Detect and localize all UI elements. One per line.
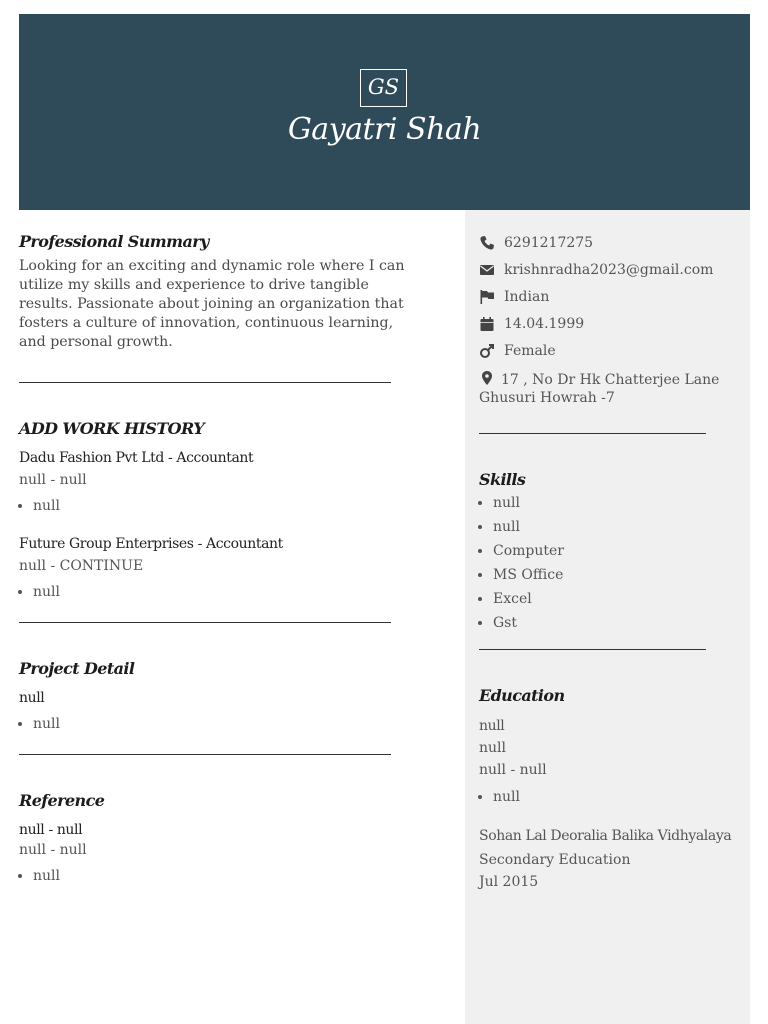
job-entry [19,450,414,514]
reference-title: Reference [19,791,105,810]
education-bullet: • null [493,789,739,805]
summary-section [19,232,414,352]
reference-bullet: • null [33,868,414,884]
skill-item: • null [493,495,739,511]
divider [479,433,706,434]
education-entry [479,827,739,893]
gender: Female [504,343,556,359]
skill-item: • Excel [493,591,739,607]
envelope-icon [479,262,495,278]
reference-section [19,791,414,884]
education-school: Sohan Lal Deoralia Balika Vidhyalaya [479,828,732,844]
date-of-birth: 14.04.1999 [504,316,585,332]
education-section [479,686,739,893]
skill-item: • null [493,519,739,535]
project-title: Project Detail [19,659,135,678]
contact-address [479,369,739,407]
job-bullets [19,498,414,514]
contact-gender [479,342,739,360]
reference-name: null - null [19,822,83,838]
education-dates: null - null [479,762,547,778]
education-degree: Secondary Education [479,852,631,868]
project-bullets [19,716,414,732]
job-title: Dadu Fashion Pvt Ltd - Accountant [19,450,254,466]
work-section [19,419,414,600]
work-title: ADD WORK HISTORY [19,419,205,438]
skill-item: • Gst [493,615,739,631]
reference-detail: null - null [19,842,87,858]
reference-bullets [19,868,414,884]
phone-icon [479,235,495,251]
summary-title: Professional Summary [19,232,209,251]
skills-section [479,470,739,631]
divider [479,649,706,650]
project-bullet: • null [33,716,414,732]
job-bullet: • null [33,584,414,600]
location-pin-icon [479,370,495,386]
calendar-icon [479,316,495,332]
skill-item: • MS Office [493,567,739,583]
gender-icon [479,343,495,359]
email-address: krishnradha2023@gmail.com [504,262,714,278]
education-dates: Jul 2015 [479,874,539,890]
flag-icon [479,289,495,305]
main-column [19,232,414,884]
job-dates: null - CONTINUE [19,558,144,574]
candidate-name: Gayatri Shah [287,112,482,147]
contact-phone [479,234,739,252]
contact-nationality [479,288,739,306]
job-title: Future Group Enterprises - Accountant [19,536,283,552]
project-section [19,659,414,732]
nationality: Indian [504,289,550,305]
job-dates: null - null [19,472,87,488]
divider [19,754,391,755]
side-column [479,234,739,893]
monogram: GS [360,69,407,107]
education-bullets [479,789,739,805]
job-entry [19,536,414,600]
phone-number: 6291217275 [504,235,594,251]
education-entry [479,715,739,805]
project-name: null [19,690,45,706]
education-degree: null [479,740,506,756]
job-bullets [19,584,414,600]
education-school: null [479,718,505,734]
summary-text: Looking for an exciting and dynamic role where I can utilize my skills and experience to drive tangible results. Passionate about joining an organization that fosters a culture of innovation, continuous learning, and personal growth. [19,258,405,350]
skills-title: Skills [479,470,526,489]
contact-email [479,261,739,279]
education-title: Education [479,686,565,705]
job-bullet: • null [33,498,414,514]
address: 17 , No Dr Hk Chatterjee Lane Ghusuri Howrah -7 [479,372,720,406]
contact-dob [479,315,739,333]
skill-item: • Computer [493,543,739,559]
divider [19,622,391,623]
skills-list [479,495,739,631]
divider [19,382,391,383]
